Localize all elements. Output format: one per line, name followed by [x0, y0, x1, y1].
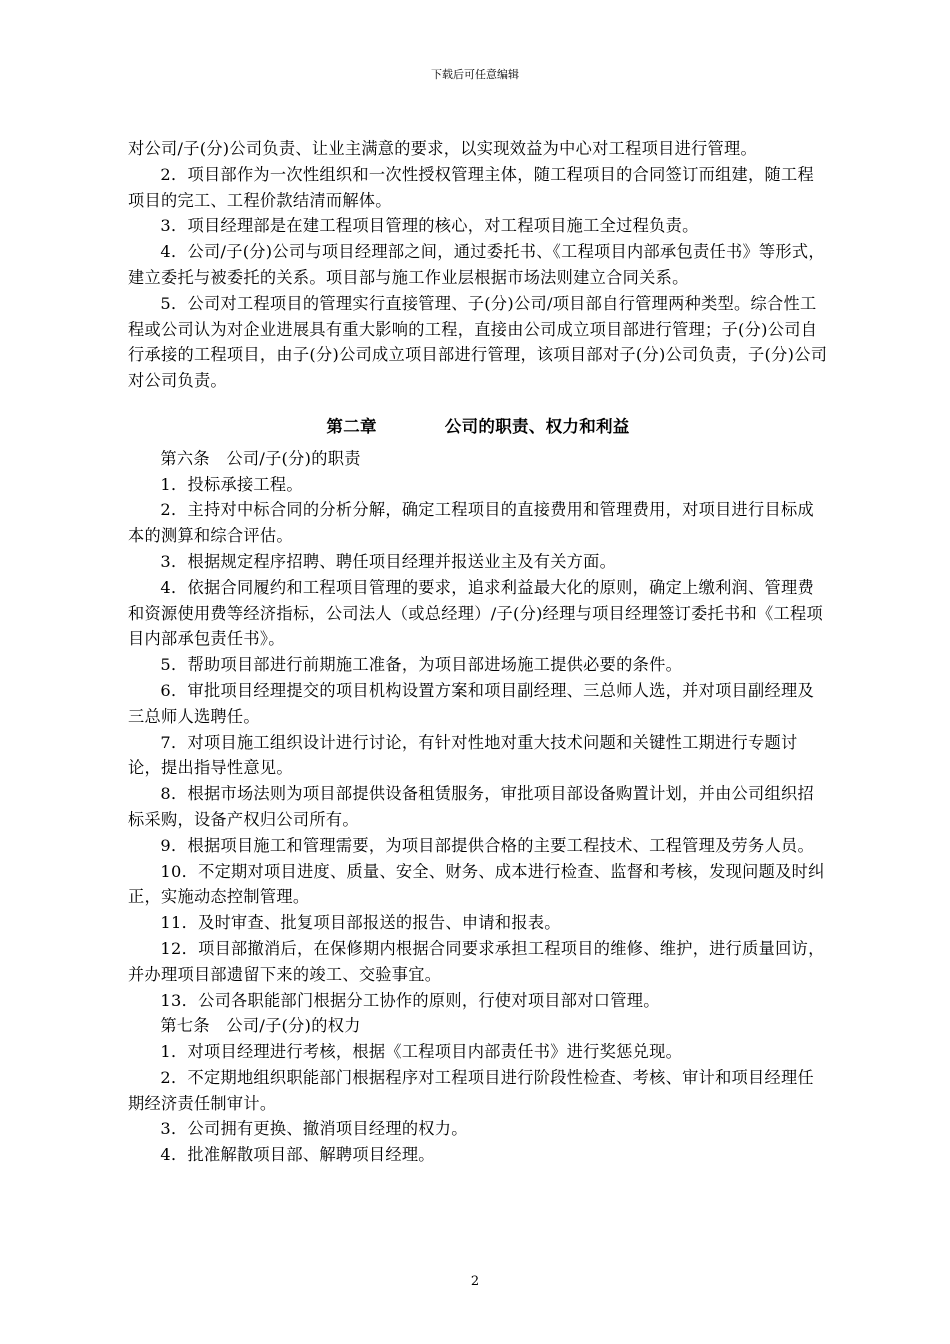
paragraphs-top	[128, 136, 828, 394]
paragraph: 3．根据规定程序招聘、聘任项目经理并报送业主及有关方面。	[160, 551, 617, 571]
paragraph: 5．公司对工程项目的管理实行直接管理、子(分)公司/项目部自行管理两种类型。综合性工程或公司认为对企业进展具有重大影响的工程，直接由公司成立项目部进行管理；子(分)公司自行承接的工程项目，由子(分)公司成立项目部进行管理，该项目部对子(分)公司负责，子(分)公司对公司负责。	[128, 293, 828, 391]
paragraph: 4．公司/子(分)公司与项目经理部之间，通过委托书、《工程项目内部承包责任书》等形式，建立委托与被委托的关系。项目部与施工作业层根据市场法则建立合同关系。	[128, 242, 825, 287]
paragraph: 对公司/子(分)公司负责、让业主满意的要求，以实现效益为中心对工程项目进行管理。	[128, 139, 758, 158]
paragraph: 11．及时审查、批复项目部报送的报告、申请和报表。	[160, 913, 561, 933]
paragraph: 4．批准解散项目部、解聘项目经理。	[160, 1145, 435, 1165]
paragraph: 12．项目部撤消后，在保修期内根据合同要求承担工程项目的维修、维护，进行质量回访，并办理项目部遗留下来的竣工、交验事宜。	[128, 938, 825, 984]
chapter-number: 第二章	[326, 416, 377, 436]
paragraph: 6．审批项目经理提交的项目机构设置方案和项目副经理、三总师人选，并对项目副经理及三总师人选聘任。	[128, 680, 814, 726]
paragraph: 1．投标承接工程。	[160, 474, 303, 494]
paragraph: 5．帮助项目部进行前期施工准备，为项目部进场施工提供必要的条件。	[160, 655, 683, 675]
paragraph: 2．主持对中标合同的分析分解，确定工程项目的直接费用和管理费用，对项目进行目标成本的测算和综合评估。	[128, 500, 814, 546]
paragraph: 1．对项目经理进行考核，根据《工程项目内部责任书》进行奖惩兑现。	[160, 1042, 683, 1062]
paragraph: 10．不定期对项目进度、质量、安全、财务、成本进行检查、监督和考核，发现问题及时纠正，实施动态控制管理。	[128, 861, 825, 907]
paragraph: 4．依据合同履约和工程项目管理的要求，追求利益最大化的原则，确定上缴利润、管理费和资源使用费等经济指标，公司法人（或总经理）/子(分)经理与项目经理签订委托书和《工程项目内部承包责任书》。	[128, 577, 823, 649]
page-number: 2	[470, 1274, 480, 1289]
paragraph: 8．根据市场法则为项目部提供设备租赁服务，审批项目部设备购置计划，并由公司组织招标采购，设备产权归公司所有。	[128, 784, 814, 829]
paragraph: 2．项目部作为一次性组织和一次性授权管理主体，随工程项目的合同签订而组建，随工程项目的完工、工程价款结清而解体。	[128, 164, 814, 210]
paragraph: 13．公司各职能部门根据分工协作的原则，行使对项目部对口管理。	[160, 990, 660, 1010]
paragraph: 9．根据项目施工和管理需要，为项目部提供合格的主要工程技术、工程管理及劳务人员。	[160, 835, 814, 855]
paragraph: 7．对项目施工组织设计进行讨论，有针对性地对重大技术问题和关键性工期进行专题讨论，提出指导性意见。	[128, 732, 798, 778]
paragraph: 3．项目经理部是在建工程项目管理的核心，对工程项目施工全过程负责。	[160, 216, 699, 236]
chapter-heading	[128, 414, 828, 440]
paragraph: 第七条 公司/子(分)的权力	[160, 1016, 361, 1036]
paragraph: 2．不定期地组织职能部门根据程序对工程项目进行阶段性检查、考核、审计和项目经理任期经济责任制审计。	[128, 1067, 814, 1113]
chapter-title: 公司的职责、权力和利益	[444, 416, 630, 436]
page-header: 下载后可任意编辑	[431, 68, 519, 81]
paragraph: 3．公司拥有更换、撤消项目经理的权力。	[160, 1119, 468, 1139]
paragraph: 第六条 公司/子(分)的职责	[160, 448, 361, 468]
paragraphs-bottom	[128, 446, 828, 1168]
document-body	[128, 136, 828, 1168]
